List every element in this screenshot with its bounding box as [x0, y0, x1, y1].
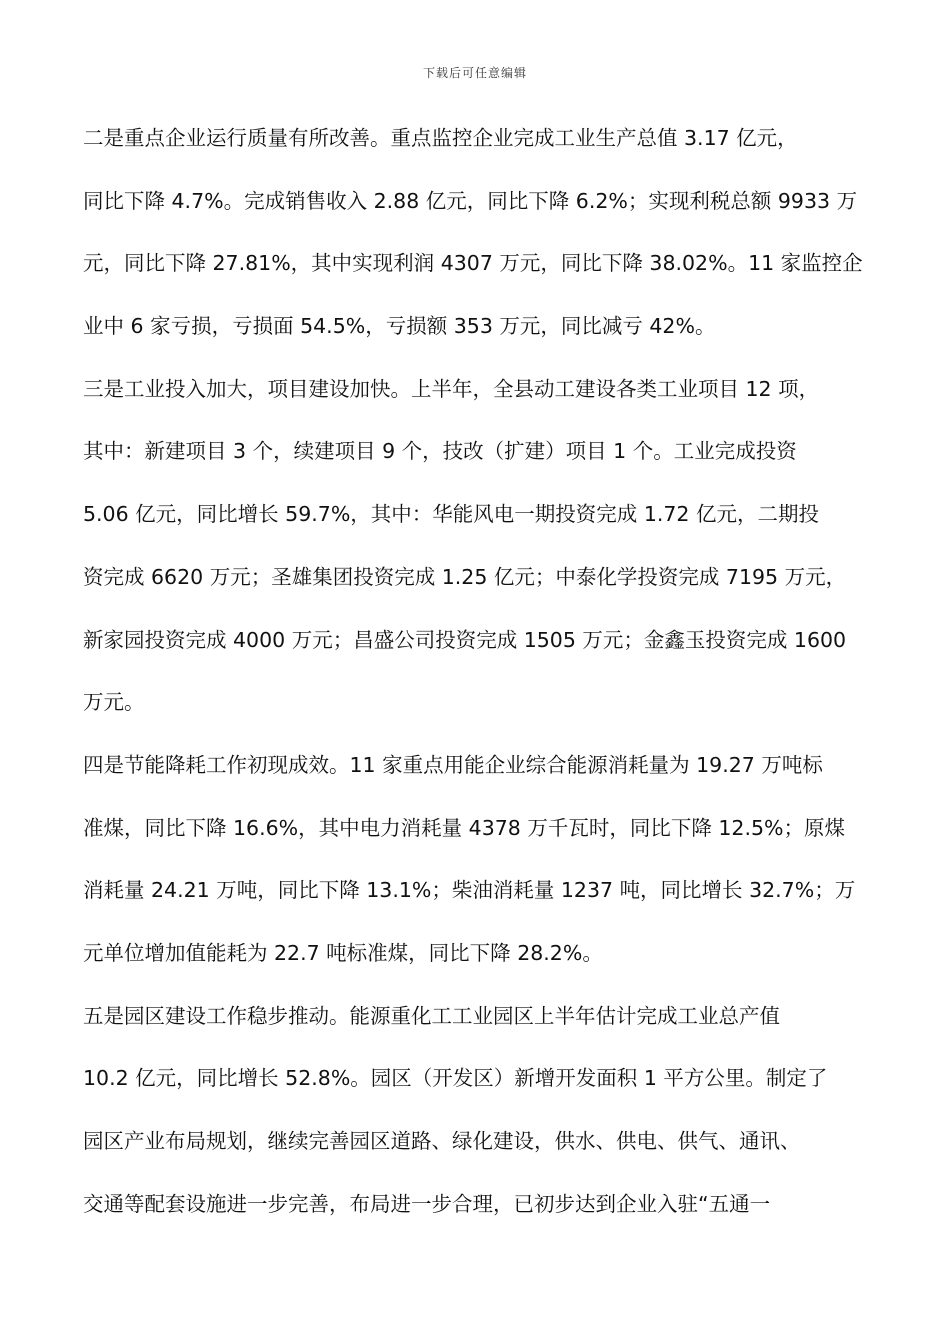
- text-line: 消耗量 24.21 万吨，同比下降 13.1%；柴油消耗量 1237 吨，同比增长 32.7%；万: [83, 878, 856, 903]
- text-line: 10.2 亿元，同比增长 52.8%。园区（开发区）新增开发面积 1 平方公里。制定了: [83, 1066, 828, 1091]
- text-line: 业中 6 家亏损，亏损面 54.5%，亏损额 353 万元，同比减亏 42%。: [83, 314, 716, 339]
- text-line: 元单位增加值能耗为 22.7 吨标准煤，同比下降 28.2%。: [83, 940, 603, 965]
- text-line: 万元。: [83, 690, 145, 715]
- text-line: 新家园投资完成 4000 万元；昌盛公司投资完成 1505 万元；金鑫玉投资完成 1600: [83, 627, 847, 652]
- text-line: 其中：新建项目 3 个，续建项目 9 个，技改（扩建）项目 1 个。工业完成投资: [83, 439, 797, 464]
- text-line: 资完成 6620 万元；圣雄集团投资完成 1.25 亿元；中泰化学投资完成 7195 万元，: [83, 564, 847, 589]
- text-line: 5.06 亿元，同比增长 59.7%，其中：华能风电一期投资完成 1.72 亿元，二期投: [83, 502, 819, 527]
- text-line: 三是工业投入加大，项目建设加快。上半年，全县动工建设各类工业项目 12 项，: [83, 376, 820, 401]
- text-line: 五是园区建设工作稳步推动。能源重化工工业园区上半年估计完成工业总产值: [83, 1003, 780, 1028]
- text-line: 元，同比下降 27.81%，其中实现利润 4307 万元，同比下降 38.02%。11 家监控企: [83, 251, 863, 276]
- page-header: 下载后可任意编辑: [422, 66, 527, 80]
- text-line: 准煤，同比下降 16.6%，其中电力消耗量 4378 万千瓦时，同比下降 12.5%；原煤: [83, 815, 845, 840]
- text-line: 交通等配套设施进一步完善，布局进一步合理，已初步达到企业入驻“五通一: [83, 1191, 771, 1216]
- text-line: 园区产业布局规划，继续完善园区道路、绿化建设，供水、供电、供气、通讯、: [83, 1129, 801, 1153]
- document-body: [83, 118, 883, 1246]
- text-line: 四是节能降耗工作初现成效。11 家重点用能企业综合能源消耗量为 19.27 万吨标: [83, 752, 823, 777]
- text-line: 二是重点企业运行质量有所改善。重点监控企业完成工业生产总值 3.17 亿元，: [83, 126, 798, 150]
- text-line: 同比下降 4.7%。完成销售收入 2.88 亿元，同比下降 6.2%；实现利税总额 9933 万: [83, 188, 858, 213]
